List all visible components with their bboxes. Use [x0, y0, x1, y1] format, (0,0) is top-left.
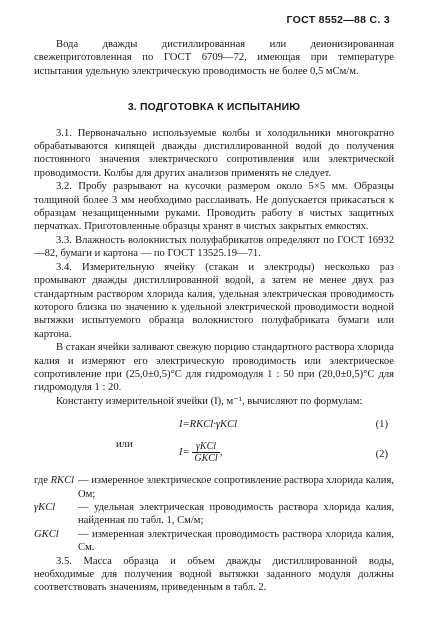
definition-item [34, 528, 394, 555]
paragraph-3-2: 3.2. Пробу разрывают на кусочки размером около 5×5 мм. Образцы толщиной более 3 мм необходимо расслаивать. Не допускается прикасаться к образцам незащищенными руками. Проводить работу в чистых защитных перчатках. Приготовленные образцы хранят в чистых закрытых емкостях. [34, 181, 394, 233]
formula-2-denominator: GKCl [194, 453, 218, 465]
paragraph-3-5: 3.5. Масса образца и объем дважды дистиллированной воды, необходимые для получения водной вытяжки заданного модуля должны соответствовать значениям, приведенным в табл. 2. [34, 555, 394, 594]
formula-2-fraction [192, 441, 219, 464]
where-prefix: где [34, 475, 48, 487]
formula-1-row [34, 414, 394, 438]
paragraph-3-1: 3.1. Первоначально используемые колбы и холодильники многократно обрабатываются кипящей дважды дистиллированной водой до получения постоянного значения электрического сопротивления или электрической проводимости. Колбы для других анализов применять не следует. [34, 127, 394, 179]
formula-2-lhs: I= [179, 447, 190, 459]
definition-text: — удельная электрическая проводимость раствора хлорида калия, найденная по табл. 1, См/м; [78, 501, 394, 527]
definition-item [34, 474, 394, 501]
paragraph-3-4: 3.4. Измерительную ячейку (стакан и электроды) несколько раз промывают дважды дистиллированной водой, а затем не менее двух раз стандартным раствором хлорида калия, удельная электрическая проводимость которого близка по значению к удельной электрической проводимости водной вытяжки испытуемого образца волокнистого полуфабриката бумаги или картона. [34, 261, 394, 340]
definitions-list [34, 474, 394, 554]
formula-1-number: (1) [375, 419, 388, 431]
formula-2-numerator: γKCl [192, 441, 219, 453]
paragraph-constant: Константу измерительной ячейки (I), м⁻¹, вычисляют по формулам: [56, 395, 363, 407]
formula-2-row [34, 438, 394, 468]
paragraph-solution: В стакан ячейки заливают свежую порцию стандартного раствора хлорида калия и измеряют его электрическую проводимость или электрическое сопротивление при (25,0±0,5)°C для гидромодуля 1 : 50 при (20,0±0,5)°C для гидромодуля 1 : 20. [34, 342, 395, 394]
formula-2-number: (2) [375, 449, 388, 461]
formula-1: I=RKCl·γKCl [179, 419, 238, 431]
definition-item [34, 501, 394, 528]
intro-paragraph: Вода дважды дистиллированная или деионизированная свежеприготовленная по ГОСТ 6709—72, имеющая при температуре испытания удельную электрическую проводимость не более 0,5 мСм/м. [34, 39, 394, 77]
formula-2 [179, 441, 222, 464]
or-text: или [116, 439, 133, 451]
paragraph-3-3: 3.3. Влажность волокнистых полуфабрикатов определяют по ГОСТ 16932—82, бумаги и картона — по ГОСТ 13525.19—71. [34, 234, 394, 260]
document-body [34, 38, 394, 595]
definition-symbol: где RKCl [34, 475, 75, 487]
formula-2-tail: , [219, 447, 223, 459]
definition-symbol: GKCl [34, 528, 59, 540]
definition-text: — измеренная электрическая проводимость раствора хлорида калия, См. [78, 528, 394, 554]
definition-text: — измеренное электрическое сопротивление раствора хлорида калия, Ом; [78, 475, 394, 500]
section-title: 3. ПОДГОТОВКА К ИСПЫТАНИЮ [127, 102, 301, 114]
definition-symbol: γKCl [34, 501, 56, 513]
page-header: ГОСТ 8552—88 С. 3 [286, 14, 390, 26]
